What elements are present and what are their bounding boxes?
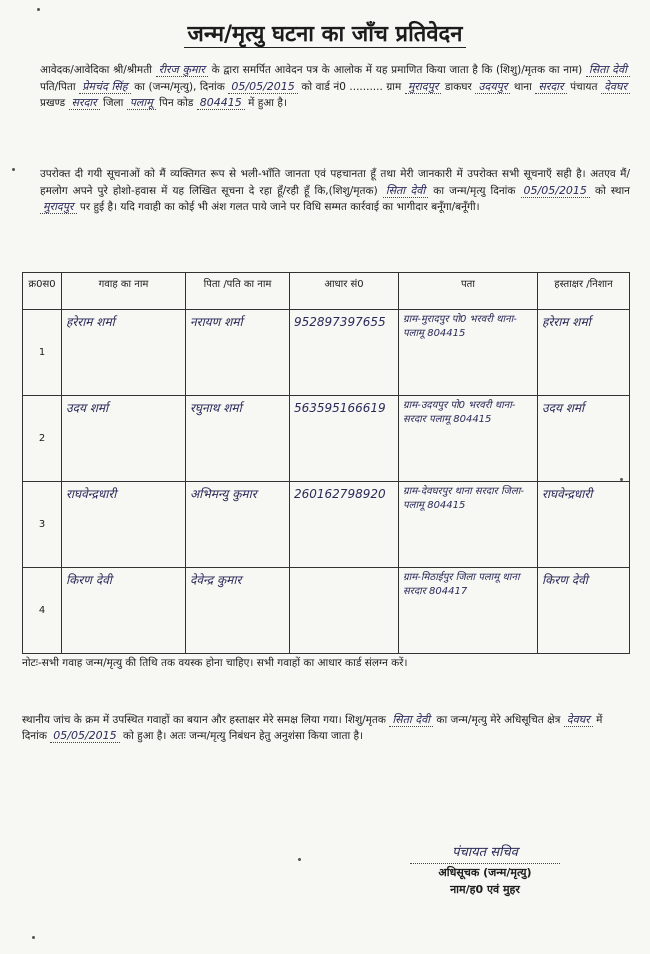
col-signature: हस्ताक्षर /निशान — [538, 273, 630, 310]
declaration-place: मुरादपुर — [40, 200, 77, 214]
local-area: देवघर — [564, 713, 593, 727]
declaration-paragraph: उपरोक्त दी गयी सूचनाओं को मैं व्यक्तिगत रूप से भली-भाँति जानता एवं पहचानता हूँ तथा मेरी जानकारी में उपरोक्त सभी सूचनाएँ सही है। अतएव मैं/हमलोग अपने पुरे होशो-हवास में यह लिखित सूचना दे रहा हूँ/रही हूँ कि,(शिशु/मृतक) सिता देवी का जन्म/मृत्यु दिनांक 05/05/2015 को स्थान मुरादपुर पर हुई है। यदि गवाही का कोई भी अंश गलत पाये जाने पर विधि सम्मत कार्रवाई का भागीदार बनूँगा/बनूँगी। — [40, 168, 630, 213]
note-text: नोटः-सभी गवाह जन्म/मृत्यु की तिथि तक वयस्क होना चाहिए। सभी गवाहों का आधार कार्ड संलग्न करें। — [22, 657, 408, 669]
event-date: 05/05/2015 — [228, 80, 297, 94]
signature-scrawl: पंचायत सचिव — [452, 845, 518, 860]
block: सरदार — [69, 96, 100, 110]
deceased-name: सिता देवी — [586, 63, 630, 77]
post-office: उदयपुर — [475, 80, 510, 94]
panchayat: देवघर — [601, 80, 630, 94]
table-row: 1 हरेराम शर्मा नरायण शर्मा 952897397655 ग्राम-मुरादपुर पो0 भरवरी थाना-पलामू 804415 हरेराम शर्मा — [23, 310, 630, 396]
col-father-name: पिता /पति का नाम — [186, 273, 290, 310]
table-row: 2 उदय शर्मा रघुनाथ शर्मा 563595166619 ग्राम-उदयपुर पो0 भरवरी थाना-सरदार पलामू 804415 उदय शर्मा — [23, 396, 630, 482]
declaration-name: सिता देवी — [383, 184, 428, 198]
witness-table — [22, 272, 630, 654]
local-date: 05/05/2015 — [50, 729, 119, 743]
pin-code: 804415 — [197, 96, 245, 110]
col-serial: क्र0स0 — [23, 273, 62, 310]
col-aadhaar: आधार सं0 — [290, 273, 399, 310]
thana: सरदार — [535, 80, 566, 94]
table-header-row — [23, 273, 630, 310]
table-row: 4 किरण देवी देवेन्द्र कुमार ग्राम-मिठाईपुर जिला पलामू थाना सरदार 804417 किरण देवी — [23, 568, 630, 654]
village: मुरादपुर — [405, 80, 442, 94]
applicant-name: रीरज कुमार — [156, 63, 208, 77]
local-inquiry-paragraph: स्थानीय जांच के क्रम में उपस्थित गवाहों का बयान और हस्ताक्षर मेरे समक्ष लिया गया। शिशु/मृतक सिता देवी का जन्म/मृत्यु मेरे अधिसूचित क्षेत्र देवघर में दिनांक 05/05/2015 को हुआ है। अतः जन्म/मृत्यु निबंधन हेतु अनुशंसा किया जाता है। — [22, 713, 603, 742]
col-address: पता — [399, 273, 538, 310]
declaration-date: 05/05/2015 — [521, 184, 590, 198]
signature-name-seal: नाम/ह0 एवं मुहर — [450, 883, 520, 896]
intro-paragraph: आवेदक/आवेदिका श्री/श्रीमती रीरज कुमार के द्वारा समर्पित आवेदन पत्र के आलोक में यह प्रमाणित किया जाता है कि (शिशु)/मृतक का नाम) सिता देवी पति/पिता प्रेमचंद सिंह का (जन्म/मृत्यु), दिनांक 05/05/2015 को वार्ड नं0 .......... ग्राम मुरादपुर डाकघर उदयपुर थाना सरदार पंचायत देवघर प्रखण्ड सरदार जिला पलामू पिन कोड 804415 में हुआ है। — [40, 62, 630, 112]
table-row: 3 राघवेन्द्रधारी अभिमन्यु कुमार 260162798920 ग्राम-देवघरपुर थाना सरदार जिला-पलामू 804415 राघवेन्द्रधारी — [23, 482, 630, 568]
document-title: जन्म/मृत्यु घटना का जाँच प्रतिवेदन — [0, 18, 650, 48]
signature-role: अधिसूचक (जन्म/मृत्यु) — [438, 866, 532, 879]
signature-block — [400, 844, 570, 898]
district: पलामू — [127, 96, 156, 110]
col-witness-name: गवाह का नाम — [62, 273, 186, 310]
father-name: प्रेमचंद सिंह — [79, 80, 130, 94]
local-name: सिता देवी — [389, 713, 433, 727]
